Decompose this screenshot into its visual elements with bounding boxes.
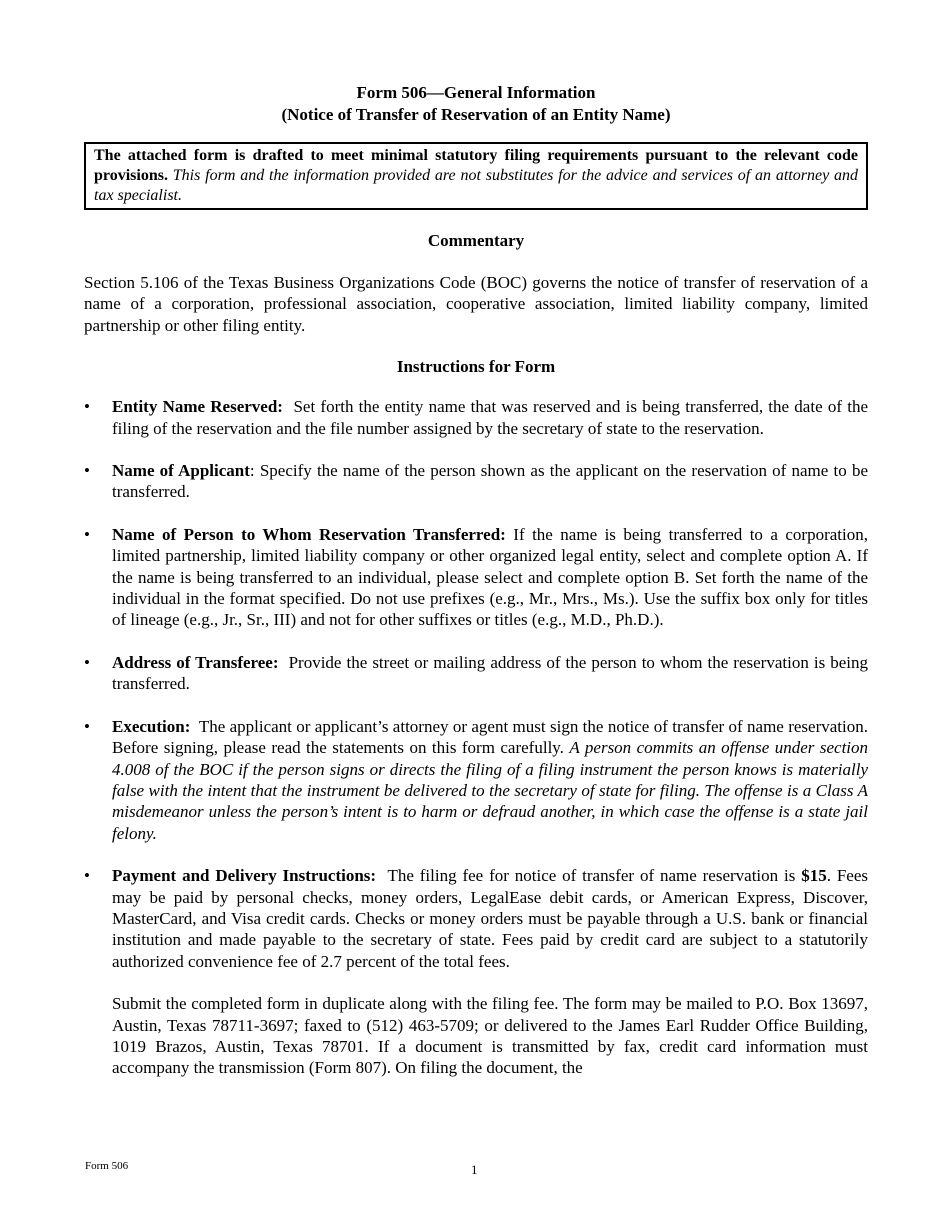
instruction-text: The filing fee for notice of transfer of name reservation is	[387, 866, 796, 886]
instruction-item-payment-delivery	[84, 865, 868, 1079]
bullet-icon: •	[84, 716, 90, 736]
bullet-icon: •	[84, 461, 90, 481]
instruction-label: Address of Transferee:	[112, 652, 279, 672]
instruction-text: If the name is being transferred to a corporation, limited partnership, limited liability company or other organized legal entity, select and complete option A. If the name is being transferred to an individual, please select and complete option B. Set forth the name of the individual in the format specified. Do not use prefixes (e.g., Mr., Mrs., Ms.). Use the suffix box only for titles of lineage (e.g., Jr., Sr., III) and not for other suffixes or titles (e.g., M.D., Ph.D.).	[112, 524, 868, 630]
instruction-item-address-of-transferee	[84, 652, 868, 695]
disclaimer-bold-text: The attached form is drafted to meet minimal statutory filing requirements pursuant to the relevant code provisions.	[94, 147, 858, 184]
instruction-label: Name of Person to Whom Reservation Transferred:	[112, 524, 506, 544]
filing-fee-amount: $15	[801, 866, 827, 886]
instruction-text-continued: . Fees may be paid by personal checks, money orders, LegalEase debit cards, or American Express, Discover, MasterCard, and Visa credit cards. Checks or money orders must be payable through a U.S. bank or financial institution and made payable to the secretary of state. Fees paid by credit card are subject to a statutorily authorized convenience fee of 2.7 percent of the total fees.	[112, 866, 868, 971]
instruction-label: Name of Applicant	[112, 461, 250, 481]
submission-instructions: Submit the completed form in duplicate along with the filing fee. The form may be mailed to P.O. Box 13697, Austin, Texas 78711-3697; faxed to (512) 463-5709; or delivered to the James Earl Rudder Office Building, 1019 Brazos, Austin, Texas 78701. If a document is transmitted by fax, credit card information must accompany the transmission (Form 807). On filing the document, the	[112, 994, 868, 1078]
instruction-item-entity-name-reserved	[84, 396, 868, 439]
footer-form-label: Form 506	[85, 1160, 129, 1172]
instruction-italic-text: A person commits an offense under section 4.008 of the BOC if the person signs or directs the filing of a filing instrument the person knows is materially false with the intent that the instrument be delivered to the secretary of state for filing. The offense is a Class A misdemeanor unless the person’s intent is to harm or defraud another, in which case the offense is a state jail felony.	[112, 738, 869, 843]
instruction-text: The applicant or applicant’s attorney or agent must sign the notice of transfer of name reservation. Before signing, please read the statements on this form carefully.	[112, 716, 868, 758]
instruction-label: Entity Name Reserved:	[112, 397, 283, 417]
title-line-1: Form 506—General Information	[356, 83, 596, 102]
page-title	[84, 82, 868, 126]
instruction-item-name-of-applicant	[84, 460, 868, 503]
instructions-heading: Instructions for Form	[396, 357, 556, 377]
bullet-icon: •	[84, 652, 90, 672]
instruction-label: Execution:	[112, 716, 191, 736]
bullet-icon: •	[84, 866, 90, 886]
instruction-item-transferee-name	[84, 524, 868, 631]
commentary-heading: Commentary	[427, 231, 525, 250]
commentary-text: Section 5.106 of the Texas Business Organizations Code (BOC) governs the notice of transfer of reservation of a name of a corporation, professional association, cooperative association, limited liability company, limited partnership or other filing entity.	[84, 273, 868, 335]
instruction-item-execution	[84, 716, 868, 844]
title-line-2: (Notice of Transfer of Reservation of an Entity Name)	[281, 105, 671, 124]
document-page	[84, 82, 868, 1100]
page-number: 1	[471, 1162, 478, 1177]
disclaimer-italic-text: This form and the information provided are not substitutes for the advice and services of an attorney and tax specialist.	[94, 167, 858, 204]
instructions-list	[84, 396, 868, 1079]
instruction-text: Set forth the entity name that was reserved and is being transferred, the date of the filing of the reservation and the file number assigned by the secretary of state to the reservation.	[112, 397, 869, 438]
bullet-icon: •	[84, 397, 90, 417]
disclaimer-box	[84, 142, 868, 210]
instruction-text: : Specify the name of the person shown as the applicant on the reservation of name to be transferred.	[112, 461, 868, 502]
instruction-text: Provide the street or mailing address of the person to whom the reservation is being transferred.	[112, 652, 869, 694]
instruction-label: Payment and Delivery Instructions:	[112, 866, 377, 886]
bullet-icon: •	[84, 524, 90, 544]
